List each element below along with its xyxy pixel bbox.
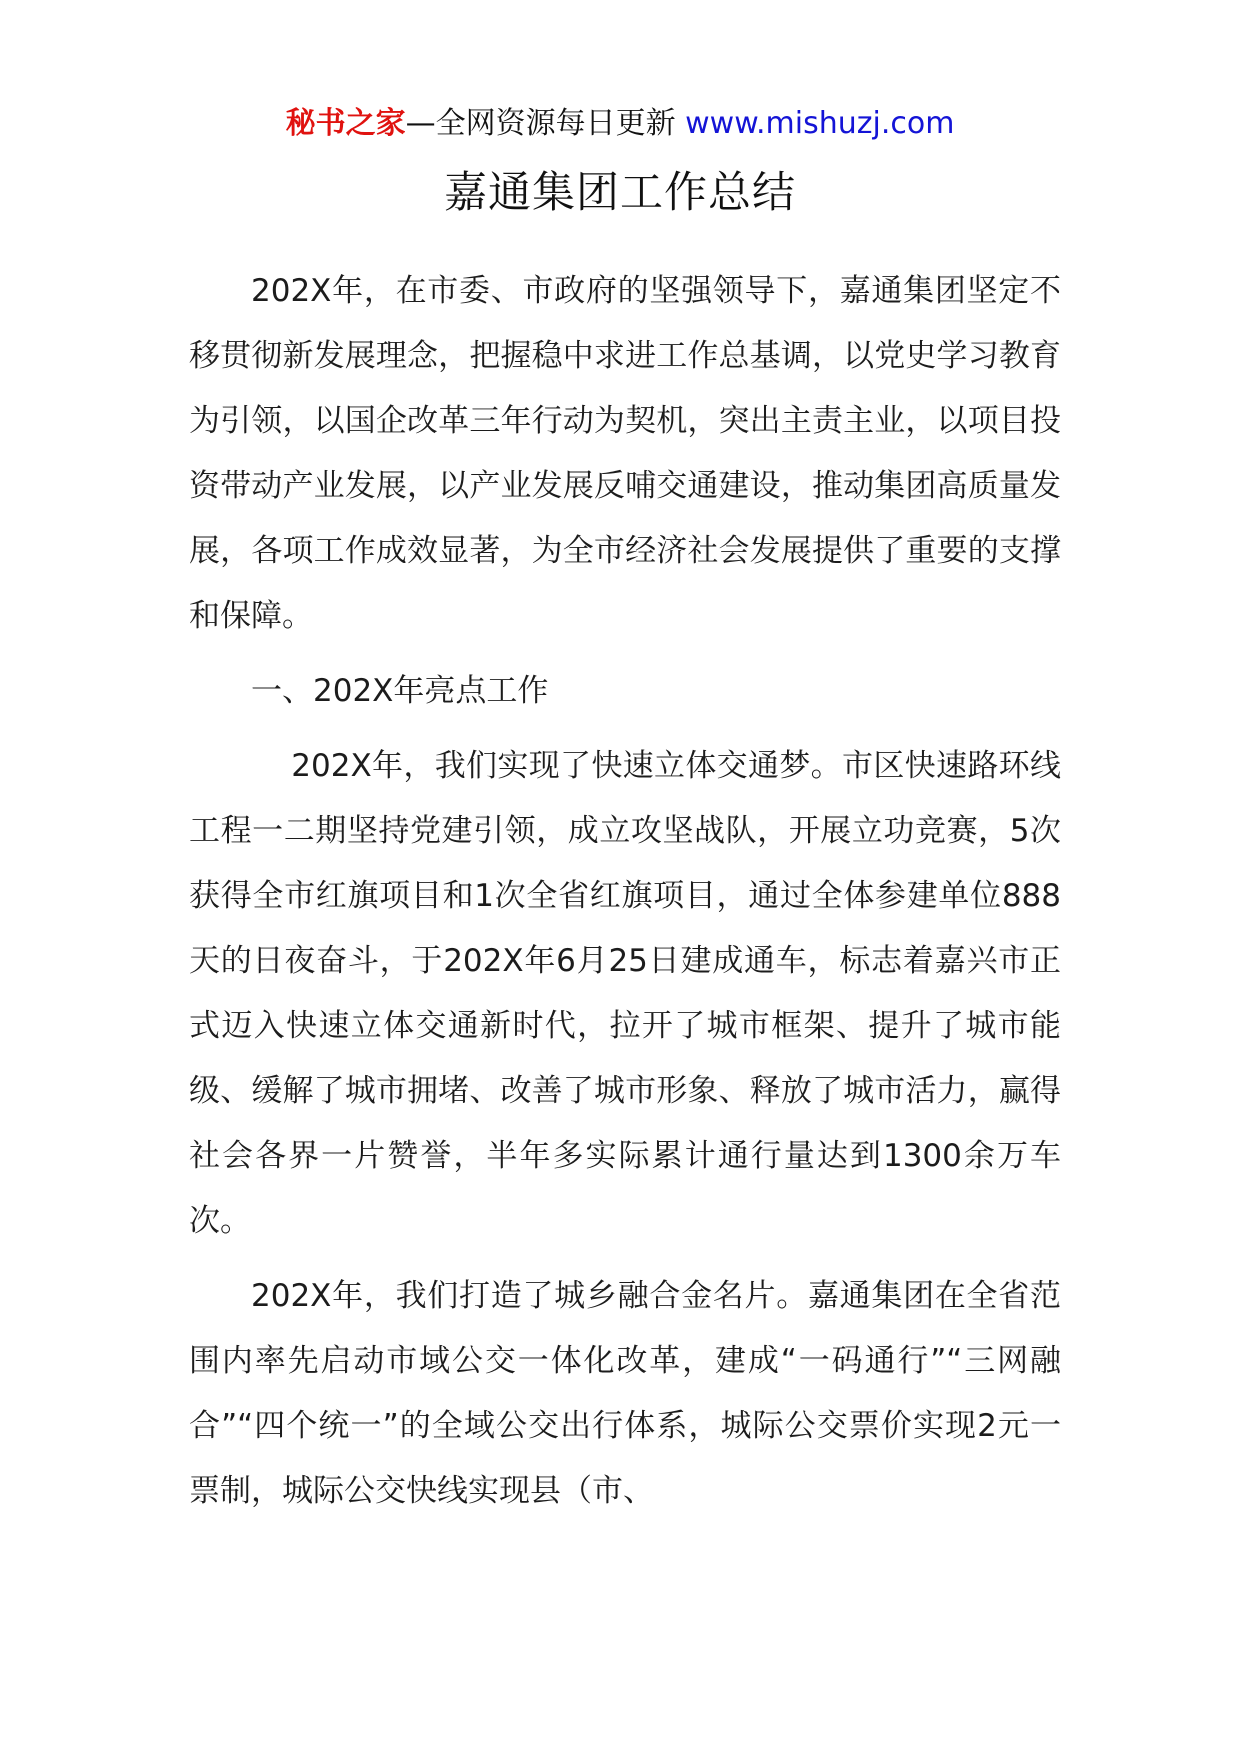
section-heading: 一、202X年亮点工作 (251, 673, 549, 709)
document-body (189, 259, 1061, 1534)
site-brand: 秘书之家 (285, 106, 406, 141)
highlight-paragraph-transport: 202X年，我们实现了快速立体交通梦。市区快速路环线工程一二期坚持党建引领，成立攻坚战队，开展立功竞赛，5次获得全市红旗项目和1次全省红旗项目，通过全体参建单位888天的日夜奋斗，于202X年6月25日建成通车，标志着嘉兴市正式迈入快速立体交通新时代，拉开了城市框架、提升了城市能级、缓解了城市拥堵、改善了城市形象、释放了城市活力，赢得社会各界一片赞誉，半年多实际累计通行量达到1300余万车次。 (189, 748, 1061, 1239)
intro-paragraph: 202X年，在市委、市政府的坚强领导下，嘉通集团坚定不移贯彻新发展理念，把握稳中求进工作总基调，以党史学习教育为引领，以国企改革三年行动为契机，突出主责主业，以项目投资带动产业发展，以产业发展反哺交通建设，推动集团高质量发展，各项工作成效显著，为全市经济社会发展提供了重要的支撑和保障。 (189, 273, 1061, 634)
site-url-link[interactable]: www.mishuzj.com (685, 106, 955, 141)
site-tagline: —全网资源每日更新 (405, 106, 676, 141)
highlight-paragraph-bus: 202X年，我们打造了城乡融合金名片。嘉通集团在全省范围内率先启动市域公交一体化改革，建成“一码通行”“三网融合”“四个统一”的全域公交出行体系，城际公交票价实现2元一票制，城际公交快线实现县（市、 (189, 1278, 1061, 1509)
document-title: 嘉通集团工作总结 (444, 168, 796, 218)
site-header (0, 102, 1240, 146)
